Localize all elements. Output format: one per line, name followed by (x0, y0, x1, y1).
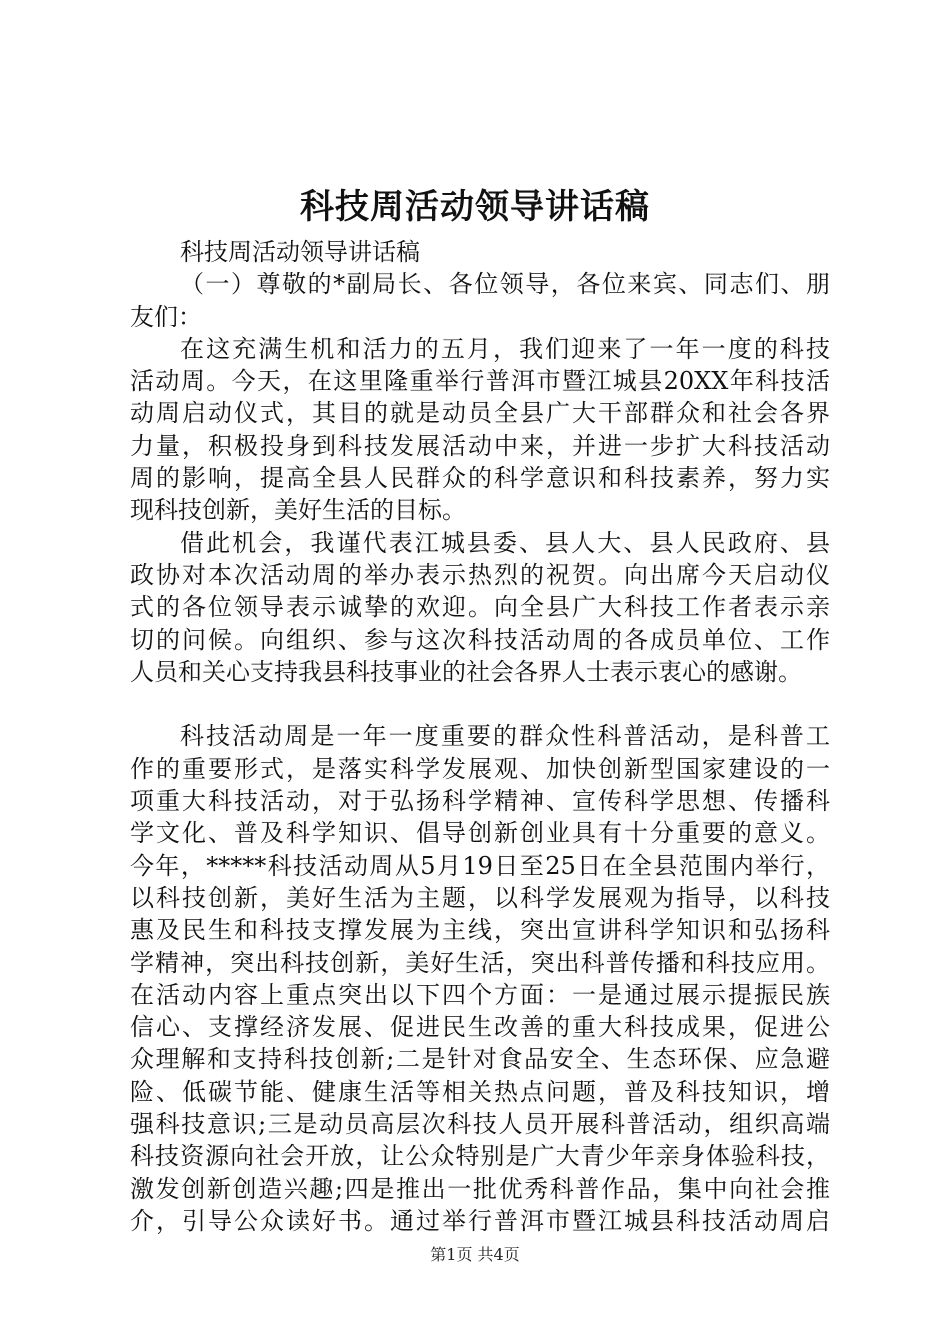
text-line: 惠及民生和科技支撑发展为主线，突出宣讲科学知识和弘扬科 (130, 916, 830, 945)
text-line: 以科技创新，美好生活为主题，以科学发展观为指导，以科技 (130, 883, 830, 912)
text-line: 险、低碳节能、健康生活等相关热点问题，普及科技知识，增 (130, 1077, 830, 1106)
text-line: 动周启动仪式，其目的就是动员全县广大干部群众和社会各界 (130, 399, 830, 428)
text-line: 切的问候。向组织、参与这次科技活动周的各成员单位、工作 (130, 625, 830, 654)
text-line: 信心、支撑经济发展、促进民生改善的重大科技成果，促进公 (130, 1013, 830, 1042)
text-line: 众理解和支持科技创新;二是针对食品安全、生态环保、应急避 (130, 1045, 830, 1074)
text-line: 介，引导公众读好书。通过举行普洱市暨江城县科技活动周启 (130, 1206, 830, 1235)
blank-line (130, 688, 830, 720)
text-line: 现科技创新，美好生活的目标。 (130, 496, 466, 525)
text-line: 政协对本次活动周的举办表示热烈的祝贺。向出席今天启动仪 (130, 560, 830, 589)
text-line: 科技周活动领导讲话稿 (180, 238, 420, 266)
text-line: 科技活动周是一年一度重要的群众性科普活动，是科普工 (180, 722, 830, 751)
text-line: 在活动内容上重点突出以下四个方面：一是通过展示提振民族 (130, 980, 830, 1009)
text-line: 活动周。今天，在这里隆重举行普洱市暨江城县20XX年科技活 (130, 367, 830, 396)
document-body (130, 236, 830, 1237)
text-line: 强科技意识;三是动员高层次科技人员开展科普活动，组织高端 (130, 1110, 830, 1139)
text-line: 式的各位领导表示诚挚的欢迎。向全县广大科技工作者表示亲 (130, 593, 830, 622)
text-line: 友们： (130, 302, 202, 331)
page-footer: 第1页 共4页 (430, 1245, 520, 1264)
text-line: （一）尊敬的*副局长、各位领导，各位来宾、同志们、朋 (180, 270, 830, 299)
text-line: 项重大科技活动，对于弘扬科学精神、宣传科学思想、传播科 (130, 787, 830, 816)
document-title: 科技周活动领导讲话稿 (300, 187, 650, 227)
text-line: 激发创新创造兴趣;四是推出一批优秀科普作品，集中向社会推 (130, 1174, 830, 1203)
text-line: 今年，*****科技活动周从5月19日至25日在全县范围内举行， (130, 851, 830, 880)
text-line: 力量，积极投身到科技发展活动中来，并进一步扩大科技活动 (130, 431, 830, 460)
text-line: 在这充满生机和活力的五月，我们迎来了一年一度的科技 (180, 334, 830, 363)
text-line: 科技资源向社会开放，让公众特别是广大青少年亲身体验科技， (130, 1142, 830, 1171)
text-line: 学文化、普及科学知识、倡导创新创业具有十分重要的意义。 (130, 819, 830, 848)
text-line: 借此机会，我谨代表江城县委、县人大、县人民政府、县 (180, 528, 830, 557)
text-line: 作的重要形式，是落实科学发展观、加快创新型国家建设的一 (130, 754, 830, 783)
text-line: 周的影响，提高全县人民群众的科学意识和科技素养，努力实 (130, 464, 830, 493)
text-line: 学精神，突出科技创新，美好生活，突出科普传播和科技应用。 (130, 948, 830, 977)
text-line: 人员和关心支持我县科技事业的社会各界人士表示衷心的感谢。 (130, 657, 802, 686)
